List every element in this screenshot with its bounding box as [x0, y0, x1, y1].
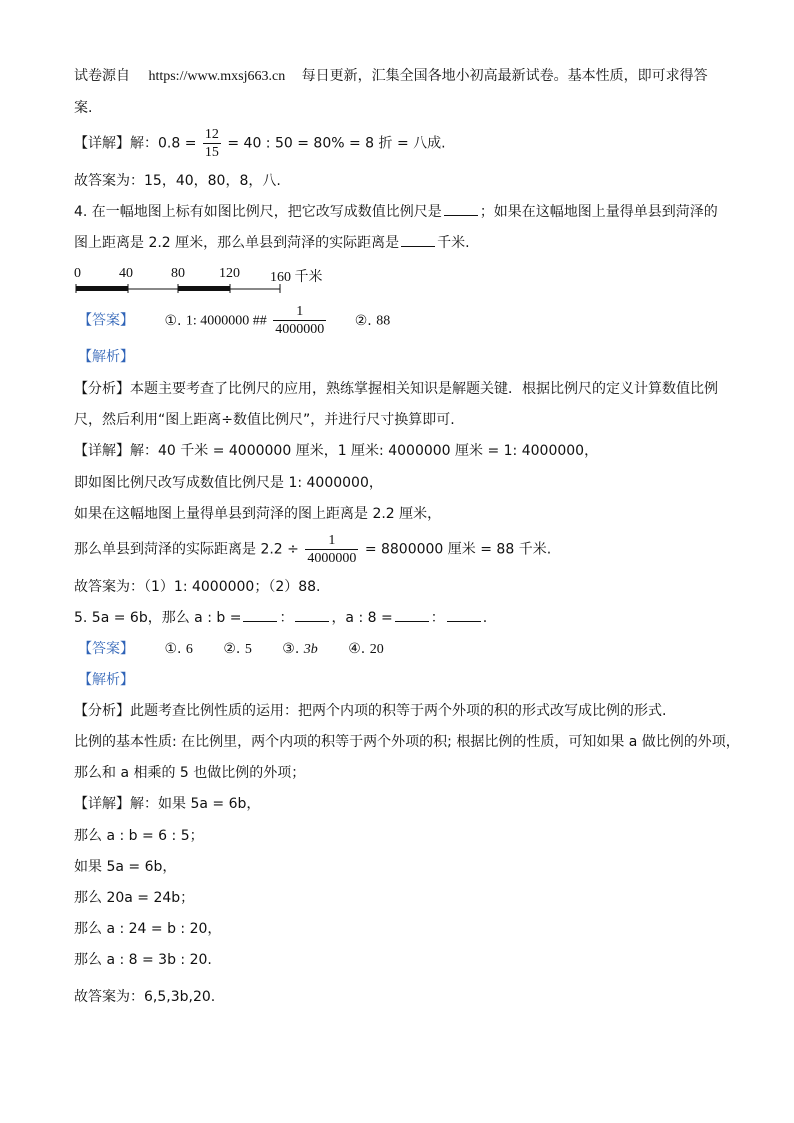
q5-step: 那么 a : 24 = b : 20，: [74, 921, 222, 937]
q5-analysis3: 那么和 a 相乘的 5 也做比例的外项；: [74, 765, 306, 781]
blank: [295, 609, 329, 622]
q5-analysis1: 【分析】此题考查比例性质的运用：把两个内项的积等于两个外项的积的形式改写成比例的形式.: [74, 703, 667, 719]
q3-detail: 【详解】解：0.8 = $\frac{12}{15}$ = 40 : 50 = 80% = 8 折 = 八成.: [74, 127, 446, 160]
blank: [444, 203, 478, 216]
q4-analysis-label: 【解析】: [78, 349, 134, 365]
q4-detail1: 【详解】解：40 千米 = 4000000 厘米，1 厘米: 4000000 厘米 = 1: 4000000，: [74, 443, 599, 459]
q4-answer: 【答案】 ①. 1: 4000000 ## $\frac{1}{4000000}$ ②. 88: [78, 304, 391, 337]
q4-final: 故答案为：（1）1: 4000000；（2）88.: [74, 579, 321, 595]
header-url[interactable]: https://www.mxsj663.cn: [148, 69, 286, 84]
q4-answer-fraction: $\frac{1}{4000000}$: [275, 304, 325, 337]
q5-final: 故答案为：6,5,3b,20.: [74, 989, 216, 1005]
blank: [243, 609, 277, 622]
q4-line1: 4. 在一幅地图上标有如图比例尺，把它改写成数值比例尺是 ；如果在这幅地图上量得单县到菏泽的: [74, 204, 718, 220]
scale-label: 160 千米: [270, 270, 323, 285]
q5-step: 那么 20a = 24b；: [74, 890, 195, 906]
q4-line2: 图上距离是 2.2 厘米，那么单县到菏泽的实际距离是 千米.: [74, 235, 470, 251]
scale-label: 0: [74, 266, 81, 281]
q5-step: 那么 a : 8 = 3b : 20.: [74, 952, 212, 968]
q5-analysis-label: 【解析】: [78, 672, 134, 688]
blank: [447, 609, 481, 622]
q4-analysis-p1: 【分析】本题主要考查了比例尺的应用，熟练掌握相关知识是解题关键．根据比例尺的定义计算数值比例: [74, 381, 718, 397]
q4-detail2: 即如图比例尺改写成数值比例尺是 1: 4000000，: [74, 475, 383, 491]
q4-detail-fraction: $\frac{1}{4000000}$: [307, 533, 357, 566]
q4-detail4: 那么单县到菏泽的实际距离是 2.2 ÷ $\frac{1}{4000000}$ = 8800000 厘米 = 88 千米.: [74, 533, 552, 566]
header-slogan: 每日更新，汇集全国各地小初高最新试卷。基本性质，即可求得答: [301, 68, 708, 84]
q3-fraction: $\frac{12}{15}$: [204, 127, 219, 160]
scale-bar: [74, 266, 344, 296]
scale-ruler: [74, 283, 294, 295]
q5-answer: 【答案】 ①. 6 ②. 5 ③. 3b ④. 20: [78, 641, 384, 657]
header-line: [74, 67, 708, 86]
header-source: 试卷源自: [74, 68, 130, 84]
scale-label: 120: [219, 266, 240, 281]
q5-step: 那么 a : b = 6 : 5；: [74, 828, 204, 844]
q5-analysis2: 比例的基本性质: 在比例里，两个内项的积等于两个外项的积; 根据比例的性质，可知如果 a 做比例的外项，: [74, 734, 740, 750]
q5-step: 【详解】解：如果 5a = 6b，: [74, 796, 261, 812]
scale-label: 40: [119, 266, 133, 281]
q3-answer: 故答案为：15，40，80，8，八.: [74, 173, 281, 189]
q5-line1: 5. 5a = 6b，那么 a : b = ： ，a : 8 = ： .: [74, 610, 488, 626]
blank: [395, 609, 429, 622]
q4-analysis-p2: 尺，然后利用“图上距离÷数值比例尺”，并进行尺寸换算即可.: [74, 412, 455, 428]
blank: [401, 234, 435, 247]
q5-step: 如果 5a = 6b，: [74, 859, 177, 875]
scale-label: 80: [171, 266, 185, 281]
q4-detail3: 如果在这幅地图上量得单县到菏泽的图上距离是 2.2 厘米，: [74, 506, 442, 522]
header-cont: 案.: [74, 100, 93, 116]
